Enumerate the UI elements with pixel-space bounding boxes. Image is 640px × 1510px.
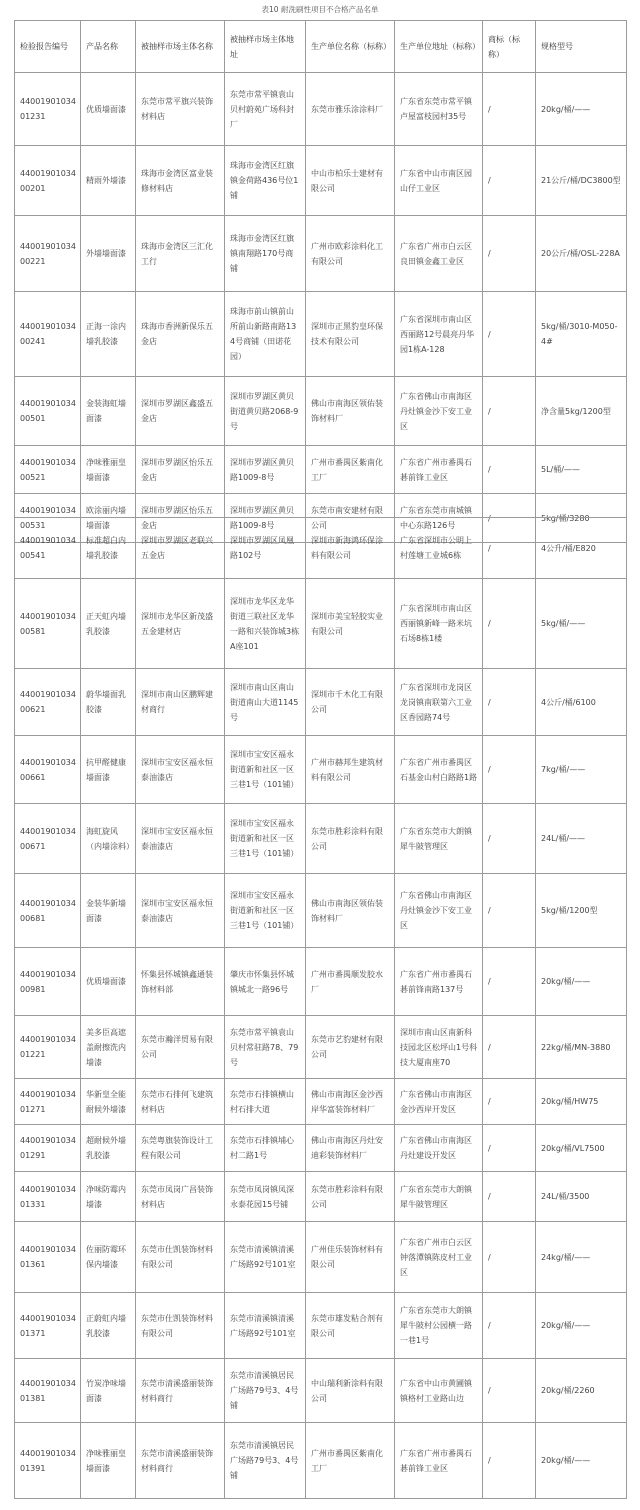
cell-trademark: / <box>483 1222 536 1293</box>
table-row <box>15 1172 627 1222</box>
cell-manufacturer-address: 广东省佛山市南海区丹灶镇金沙下安工业区 <box>395 377 483 446</box>
cell-sampled-entity-address: 东莞市石排镇横山村石排大道 <box>225 1079 306 1125</box>
cell-report-number: 4400190103401391 <box>15 1423 81 1499</box>
cell-manufacturer-address: 广东省东莞市常平镇卢屋富枝园村35号 <box>395 73 483 146</box>
cell-product-name: 净味雅丽皇墙面漆 <box>81 446 136 494</box>
cell-sampled-entity-address: 深圳市罗湖区黄贝街道黄贝路2068-9号 <box>225 377 306 446</box>
cell-trademark: / <box>483 1293 536 1359</box>
cell-sampled-entity-name: 深圳市南山区鹏辉建材商行 <box>136 669 225 736</box>
cell-product-name: 标准超白内墙乳胶漆 <box>81 518 136 579</box>
cell-manufacturer-name: 东莞市胜彩涂料有限公司 <box>306 1172 395 1222</box>
table-row <box>15 73 627 146</box>
table-row <box>15 804 627 874</box>
cell-report-number: 4400190103400221 <box>15 216 81 292</box>
cell-sampled-entity-name: 深圳市罗湖区鑫盛五金店 <box>136 377 225 446</box>
cell-product-name: 正蔚虹内墙乳胶漆 <box>81 1293 136 1359</box>
cell-manufacturer-name: 深圳市正黑豹皇环保技术有限公司 <box>306 292 395 377</box>
cell-spec-model: 7kg/桶/—— <box>536 736 627 804</box>
cell-manufacturer-address: 广东省东莞市大朗镇犀牛陂管理区 <box>395 804 483 874</box>
cell-trademark: / <box>483 669 536 736</box>
cell-spec-model: 净含量5kg/1200型 <box>536 377 627 446</box>
cell-sampled-entity-address: 珠海市金湾区红旗镇金荷路436号位1铺 <box>225 146 306 216</box>
cell-report-number: 4400190103400541 <box>15 518 81 579</box>
cell-sampled-entity-address: 东莞市石排镇埔心村二路1号 <box>225 1125 306 1172</box>
results-table-part-2 <box>14 517 627 1499</box>
cell-manufacturer-name: 中山市柏乐士建材有限公司 <box>306 146 395 216</box>
cell-spec-model: 5kg/桶/3010-M050-4# <box>536 292 627 377</box>
cell-report-number: 4400190103400241 <box>15 292 81 377</box>
cell-trademark: / <box>483 1125 536 1172</box>
cell-report-number: 4400190103400681 <box>15 874 81 948</box>
cell-product-name: 超耐候外墙乳胶漆 <box>81 1125 136 1172</box>
cell-product-name: 竹炭净味墙面漆 <box>81 1359 136 1423</box>
cell-sampled-entity-address: 深圳市龙华区龙华街道三联社区龙华一路和兴装饰城3栋A座101 <box>225 579 306 669</box>
cell-sampled-entity-address: 深圳市罗湖区黄贝路1009-8号 <box>225 446 306 494</box>
cell-manufacturer-address: 广东省佛山市南海区丹灶建设开发区 <box>395 1125 483 1172</box>
results-table-part-1 <box>14 20 627 543</box>
cell-sampled-entity-address: 深圳市罗湖区黄贝路1009-8号 <box>225 494 306 543</box>
cell-trademark: / <box>483 804 536 874</box>
cell-trademark: / <box>483 579 536 669</box>
cell-spec-model: 20kg/桶/—— <box>536 948 627 1016</box>
cell-sampled-entity-address: 东莞市常平镇袁山贝村常驻路78、79号 <box>225 1016 306 1079</box>
cell-product-name: 精雨外墙漆 <box>81 146 136 216</box>
cell-sampled-entity-name: 东莞市瀚洋贸易有限公司 <box>136 1016 225 1079</box>
cell-product-name: 抗甲醛健康墙面漆 <box>81 736 136 804</box>
cell-trademark: / <box>483 446 536 494</box>
table-row <box>15 736 627 804</box>
cell-manufacturer-name: 深圳市新海鸿环保涂料有限公司 <box>306 518 395 579</box>
cell-product-name: 外墙墙面漆 <box>81 216 136 292</box>
cell-sampled-entity-name: 东莞市仕凯装饰材料有限公司 <box>136 1293 225 1359</box>
cell-sampled-entity-address: 深圳市宝安区福永街道新和社区一区三巷1号（101铺） <box>225 804 306 874</box>
cell-manufacturer-name: 东莞市雅乐涂涂料厂 <box>306 73 395 146</box>
cell-product-name: 优质墙面漆 <box>81 948 136 1016</box>
cell-trademark: / <box>483 494 536 543</box>
cell-sampled-entity-address: 珠海市金湾区红旗镇南翔路170号商铺 <box>225 216 306 292</box>
header-row <box>15 21 627 73</box>
cell-spec-model: 24kg/桶/—— <box>536 1222 627 1293</box>
cell-manufacturer-address: 广东省深圳市南山区西丽镇新峰一路米坑石场8栋1楼 <box>395 579 483 669</box>
cell-manufacturer-address: 广东省中山市南区园山仔工业区 <box>395 146 483 216</box>
cell-manufacturer-name: 东莞市南安建材有限公司 <box>306 494 395 543</box>
table-row <box>15 146 627 216</box>
cell-trademark: / <box>483 292 536 377</box>
cell-spec-model: 20kg/桶/HW75 <box>536 1079 627 1125</box>
cell-report-number: 4400190103400531 <box>15 494 81 543</box>
cell-report-number: 4400190103401331 <box>15 1172 81 1222</box>
table-row <box>15 1222 627 1293</box>
cell-sampled-entity-address: 东莞市凤岗镇凤深永泰花园15号铺 <box>225 1172 306 1222</box>
header-report-number: 检验报告编号 <box>15 21 81 73</box>
cell-manufacturer-address: 广东省深圳市公明上村莲塘工业城6栋 <box>395 518 483 579</box>
cell-spec-model: 20kg/桶/—— <box>536 1293 627 1359</box>
cell-manufacturer-name: 广州市赫邦生建筑材料有限公司 <box>306 736 395 804</box>
cell-spec-model: 5L/桶/—— <box>536 446 627 494</box>
cell-sampled-entity-name: 东莞粤旗装饰设计工程有限公司 <box>136 1125 225 1172</box>
cell-product-name: 净味防霉内墙漆 <box>81 1172 136 1222</box>
cell-report-number: 4400190103400671 <box>15 804 81 874</box>
table-row <box>15 1359 627 1423</box>
header-product-name: 产品名称 <box>81 21 136 73</box>
cell-sampled-entity-name: 深圳市宝安区福永恒泰油漆店 <box>136 874 225 948</box>
cell-product-name: 美多臣高遮盖耐擦洗内墙漆 <box>81 1016 136 1079</box>
cell-trademark: / <box>483 1359 536 1423</box>
cell-manufacturer-name: 佛山市南海区丹灶安迪彩装饰材料厂 <box>306 1125 395 1172</box>
cell-spec-model: 5kg/桶/—— <box>536 579 627 669</box>
cell-manufacturer-address: 广东省佛山市南海区金沙西岸开发区 <box>395 1079 483 1125</box>
cell-sampled-entity-name: 东莞市石排何飞建筑材料店 <box>136 1079 225 1125</box>
cell-manufacturer-name: 广州佳乐装饰材料有限公司 <box>306 1222 395 1293</box>
table-row <box>15 292 627 377</box>
cell-sampled-entity-name: 东莞市清溪盛丽装饰材料商行 <box>136 1423 225 1499</box>
cell-report-number: 4400190103400661 <box>15 736 81 804</box>
header-sampled-entity-address: 被抽样市场主体地址 <box>225 21 306 73</box>
cell-spec-model: 20kg/桶/VL7500 <box>536 1125 627 1172</box>
cell-spec-model: 5kg/桶/1200型 <box>536 874 627 948</box>
cell-report-number: 4400190103401361 <box>15 1222 81 1293</box>
cell-sampled-entity-name: 深圳市宝安区福永恒泰油漆店 <box>136 804 225 874</box>
cell-manufacturer-address: 广东省广州市番禺区石基金山村白路路1路 <box>395 736 483 804</box>
table-row <box>15 1016 627 1079</box>
table-title: 表10 耐洗刷性项目不合格产品名单 <box>261 5 379 14</box>
cell-report-number: 4400190103401271 <box>15 1079 81 1125</box>
cell-manufacturer-name: 东莞市艺豹建材有限公司 <box>306 1016 395 1079</box>
cell-manufacturer-name: 深圳市千木化工有限公司 <box>306 669 395 736</box>
cell-manufacturer-address: 广东省佛山市南海区丹灶镇金沙下安工业区 <box>395 874 483 948</box>
table-row <box>15 874 627 948</box>
cell-sampled-entity-address: 深圳市南山区南山街道南山大道1145号 <box>225 669 306 736</box>
cell-report-number: 4400190103400201 <box>15 146 81 216</box>
cell-manufacturer-address: 广东省东莞市大朗镇犀牛陂管理区 <box>395 1172 483 1222</box>
cell-manufacturer-name: 佛山市南海区金沙西岸华富装饰材料厂 <box>306 1079 395 1125</box>
cell-manufacturer-address: 广东省深圳市南山区西丽路12号晨亮丹华园1栋A-128 <box>395 292 483 377</box>
cell-product-name: 正天虹内墙乳胶漆 <box>81 579 136 669</box>
cell-trademark: / <box>483 377 536 446</box>
table-row <box>15 948 627 1016</box>
cell-manufacturer-address: 广东省东莞市南城镇中心东路126号 <box>395 494 483 543</box>
cell-sampled-entity-name: 珠海市香洲新保乐五金店 <box>136 292 225 377</box>
cell-sampled-entity-address: 东莞市清溪镇清溪广场路92号101室 <box>225 1222 306 1293</box>
cell-trademark: / <box>483 146 536 216</box>
cell-manufacturer-address: 广东省中山市黄圃镇镇格村工业路山边 <box>395 1359 483 1423</box>
cell-sampled-entity-address: 深圳市宝安区福永街道新和社区一区三巷1号（101铺） <box>225 736 306 804</box>
cell-spec-model: 22kg/桶/MN-3880 <box>536 1016 627 1079</box>
cell-spec-model: 24L/桶/—— <box>536 804 627 874</box>
cell-manufacturer-address: 广东省广州市白云区钟落潭镇陈皮村工业区 <box>395 1222 483 1293</box>
cell-trademark: / <box>483 73 536 146</box>
cell-trademark: / <box>483 736 536 804</box>
cell-sampled-entity-address: 深圳市宝安区福永街道新和社区一区三巷1号（101铺） <box>225 874 306 948</box>
cell-sampled-entity-address: 东莞市清溪镇清溪广场路92号101室 <box>225 1293 306 1359</box>
cell-sampled-entity-name: 珠海市金湾区富业装修材料店 <box>136 146 225 216</box>
cell-report-number: 4400190103401371 <box>15 1293 81 1359</box>
cell-spec-model: 20公斤/桶/OSL-228A <box>536 216 627 292</box>
cell-manufacturer-address: 广东省广州市番禺石碁前锋南路137号 <box>395 948 483 1016</box>
cell-sampled-entity-name: 深圳市罗湖区怡乐五金店 <box>136 494 225 543</box>
cell-manufacturer-name: 广州市番禺顺发胶水厂 <box>306 948 395 1016</box>
cell-manufacturer-name: 广州市欧彩涂料化工有限公司 <box>306 216 395 292</box>
table-body-part-1 <box>15 73 627 543</box>
cell-report-number: 4400190103401221 <box>15 1016 81 1079</box>
cell-manufacturer-name: 东莞市雄发粘合剂有限公司 <box>306 1293 395 1359</box>
table-row <box>15 1293 627 1359</box>
cell-manufacturer-address: 广东省广州市番禺石碁前锋工业区 <box>395 1423 483 1499</box>
cell-sampled-entity-name: 东莞市凤岗广昌装饰材料店 <box>136 1172 225 1222</box>
cell-trademark: / <box>483 1423 536 1499</box>
cell-sampled-entity-name: 怀集县怀城镇鑫通装饰材料部 <box>136 948 225 1016</box>
cell-product-name: 净味雅丽皇墙面漆 <box>81 1423 136 1499</box>
cell-sampled-entity-address: 东莞市清溪镇居民广场路79号3、4号铺 <box>225 1359 306 1423</box>
cell-sampled-entity-name: 珠海市金湾区三汇化工行 <box>136 216 225 292</box>
cell-sampled-entity-name: 深圳市罗湖区怡乐五金店 <box>136 446 225 494</box>
table-row <box>15 1423 627 1499</box>
table-row <box>15 446 627 494</box>
cell-report-number: 4400190103400521 <box>15 446 81 494</box>
table-body-part-2 <box>15 518 627 1499</box>
table-row <box>15 1079 627 1125</box>
cell-product-name: 佐丽防霉环保内墙漆 <box>81 1222 136 1293</box>
cell-manufacturer-address: 广东省深圳市龙岗区龙岗镇南联第六工业区香园路74号 <box>395 669 483 736</box>
cell-spec-model: 20kg/桶/2260 <box>536 1359 627 1423</box>
cell-product-name: 蔚华墙面乳胶漆 <box>81 669 136 736</box>
cell-sampled-entity-name: 深圳市龙华区新茂盛五金建材店 <box>136 579 225 669</box>
cell-report-number: 4400190103400981 <box>15 948 81 1016</box>
cell-product-name: 欧涂丽内墙墙面漆 <box>81 494 136 543</box>
cell-report-number: 4400190103401291 <box>15 1125 81 1172</box>
cell-report-number: 4400190103400501 <box>15 377 81 446</box>
table-row <box>15 377 627 446</box>
cell-spec-model: 5kg/桶/3280 <box>536 494 627 543</box>
cell-manufacturer-name: 深圳市美宝轻胶实业有限公司 <box>306 579 395 669</box>
cell-sampled-entity-name: 东莞市常平旗兴装饰材料店 <box>136 73 225 146</box>
cell-manufacturer-name: 东莞市胜彩涂料有限公司 <box>306 804 395 874</box>
cell-report-number: 4400190103401381 <box>15 1359 81 1423</box>
cell-spec-model: 20kg/桶/—— <box>536 1423 627 1499</box>
cell-spec-model: 20kg/桶/—— <box>536 73 627 146</box>
cell-manufacturer-address: 广东省东莞市大朗镇犀牛陂村公园横一路一巷1号 <box>395 1293 483 1359</box>
table-row <box>15 1125 627 1172</box>
cell-manufacturer-name: 广州市番禺区紫南化工厂 <box>306 446 395 494</box>
cell-sampled-entity-name: 东莞市仕凯装饰材料有限公司 <box>136 1222 225 1293</box>
cell-sampled-entity-address: 肇庆市怀集县怀城镇城北一路96号 <box>225 948 306 1016</box>
cell-trademark: / <box>483 1172 536 1222</box>
cell-sampled-entity-address: 深圳市罗湖区凤凰路102号 <box>225 518 306 579</box>
cell-spec-model: 4公斤/桶/6100 <box>536 669 627 736</box>
cell-trademark: / <box>483 216 536 292</box>
table-row <box>15 579 627 669</box>
cell-product-name: 金装海虹墙面漆 <box>81 377 136 446</box>
cell-report-number: 4400190103400621 <box>15 669 81 736</box>
cell-product-name: 金装华新墙面漆 <box>81 874 136 948</box>
table-row <box>15 216 627 292</box>
cell-sampled-entity-name: 深圳市宝安区福永恒泰油漆店 <box>136 736 225 804</box>
cell-trademark: / <box>483 518 536 579</box>
cell-trademark: / <box>483 874 536 948</box>
table-row <box>15 518 627 579</box>
cell-product-name: 华新皇全能耐候外墙漆 <box>81 1079 136 1125</box>
header-trademark: 商标（标称） <box>483 21 536 73</box>
cell-trademark: / <box>483 1079 536 1125</box>
cell-product-name: 正海一涂内墙乳胶漆 <box>81 292 136 377</box>
header-spec-model: 规格型号 <box>536 21 627 73</box>
cell-sampled-entity-name: 东莞市清溪盛丽装饰材料商行 <box>136 1359 225 1423</box>
cell-sampled-entity-address: 珠海市前山镇前山所前山新路南路134号商铺（田诺花园） <box>225 292 306 377</box>
cell-report-number: 4400190103401231 <box>15 73 81 146</box>
cell-manufacturer-name: 中山瑞利新涂料有限公司 <box>306 1359 395 1423</box>
header-manufacturer-address: 生产单位地址（标称） <box>395 21 483 73</box>
cell-trademark: / <box>483 1016 536 1079</box>
header-manufacturer-name: 生产单位名称（标称） <box>306 21 395 73</box>
cell-trademark: / <box>483 948 536 1016</box>
cell-sampled-entity-name: 深圳市罗湖区老联兴五金店 <box>136 518 225 579</box>
cell-sampled-entity-address: 东莞市清溪镇居民广场路79号3、4号铺 <box>225 1423 306 1499</box>
cell-sampled-entity-address: 东莞市常平镇袁山贝村蔚苑广场科封厂 <box>225 73 306 146</box>
cell-product-name: 海虹旋风（内墙涂料） <box>81 804 136 874</box>
cell-manufacturer-name: 广州市番禺区紫南化工厂 <box>306 1423 395 1499</box>
cell-spec-model: 21公斤/桶/DC3800型 <box>536 146 627 216</box>
cell-spec-model: 4公升/桶/E820 <box>536 518 627 579</box>
cell-manufacturer-address: 广东省广州市白云区良田镇金鑫工业区 <box>395 216 483 292</box>
header-sampled-entity-name: 被抽样市场主体名称 <box>136 21 225 73</box>
cell-manufacturer-name: 佛山市南海区领佑装饰材料厂 <box>306 874 395 948</box>
cell-manufacturer-name: 佛山市南海区领佑装饰材料厂 <box>306 377 395 446</box>
cell-manufacturer-address: 深圳市南山区南新科技园北区松坪山1号科技大厦南座70 <box>395 1016 483 1079</box>
table-row <box>15 669 627 736</box>
cell-product-name: 优质墙面漆 <box>81 73 136 146</box>
cell-spec-model: 24L/桶/3500 <box>536 1172 627 1222</box>
cell-report-number: 4400190103400581 <box>15 579 81 669</box>
cell-manufacturer-address: 广东省广州市番禺石碁前锋工业区 <box>395 446 483 494</box>
